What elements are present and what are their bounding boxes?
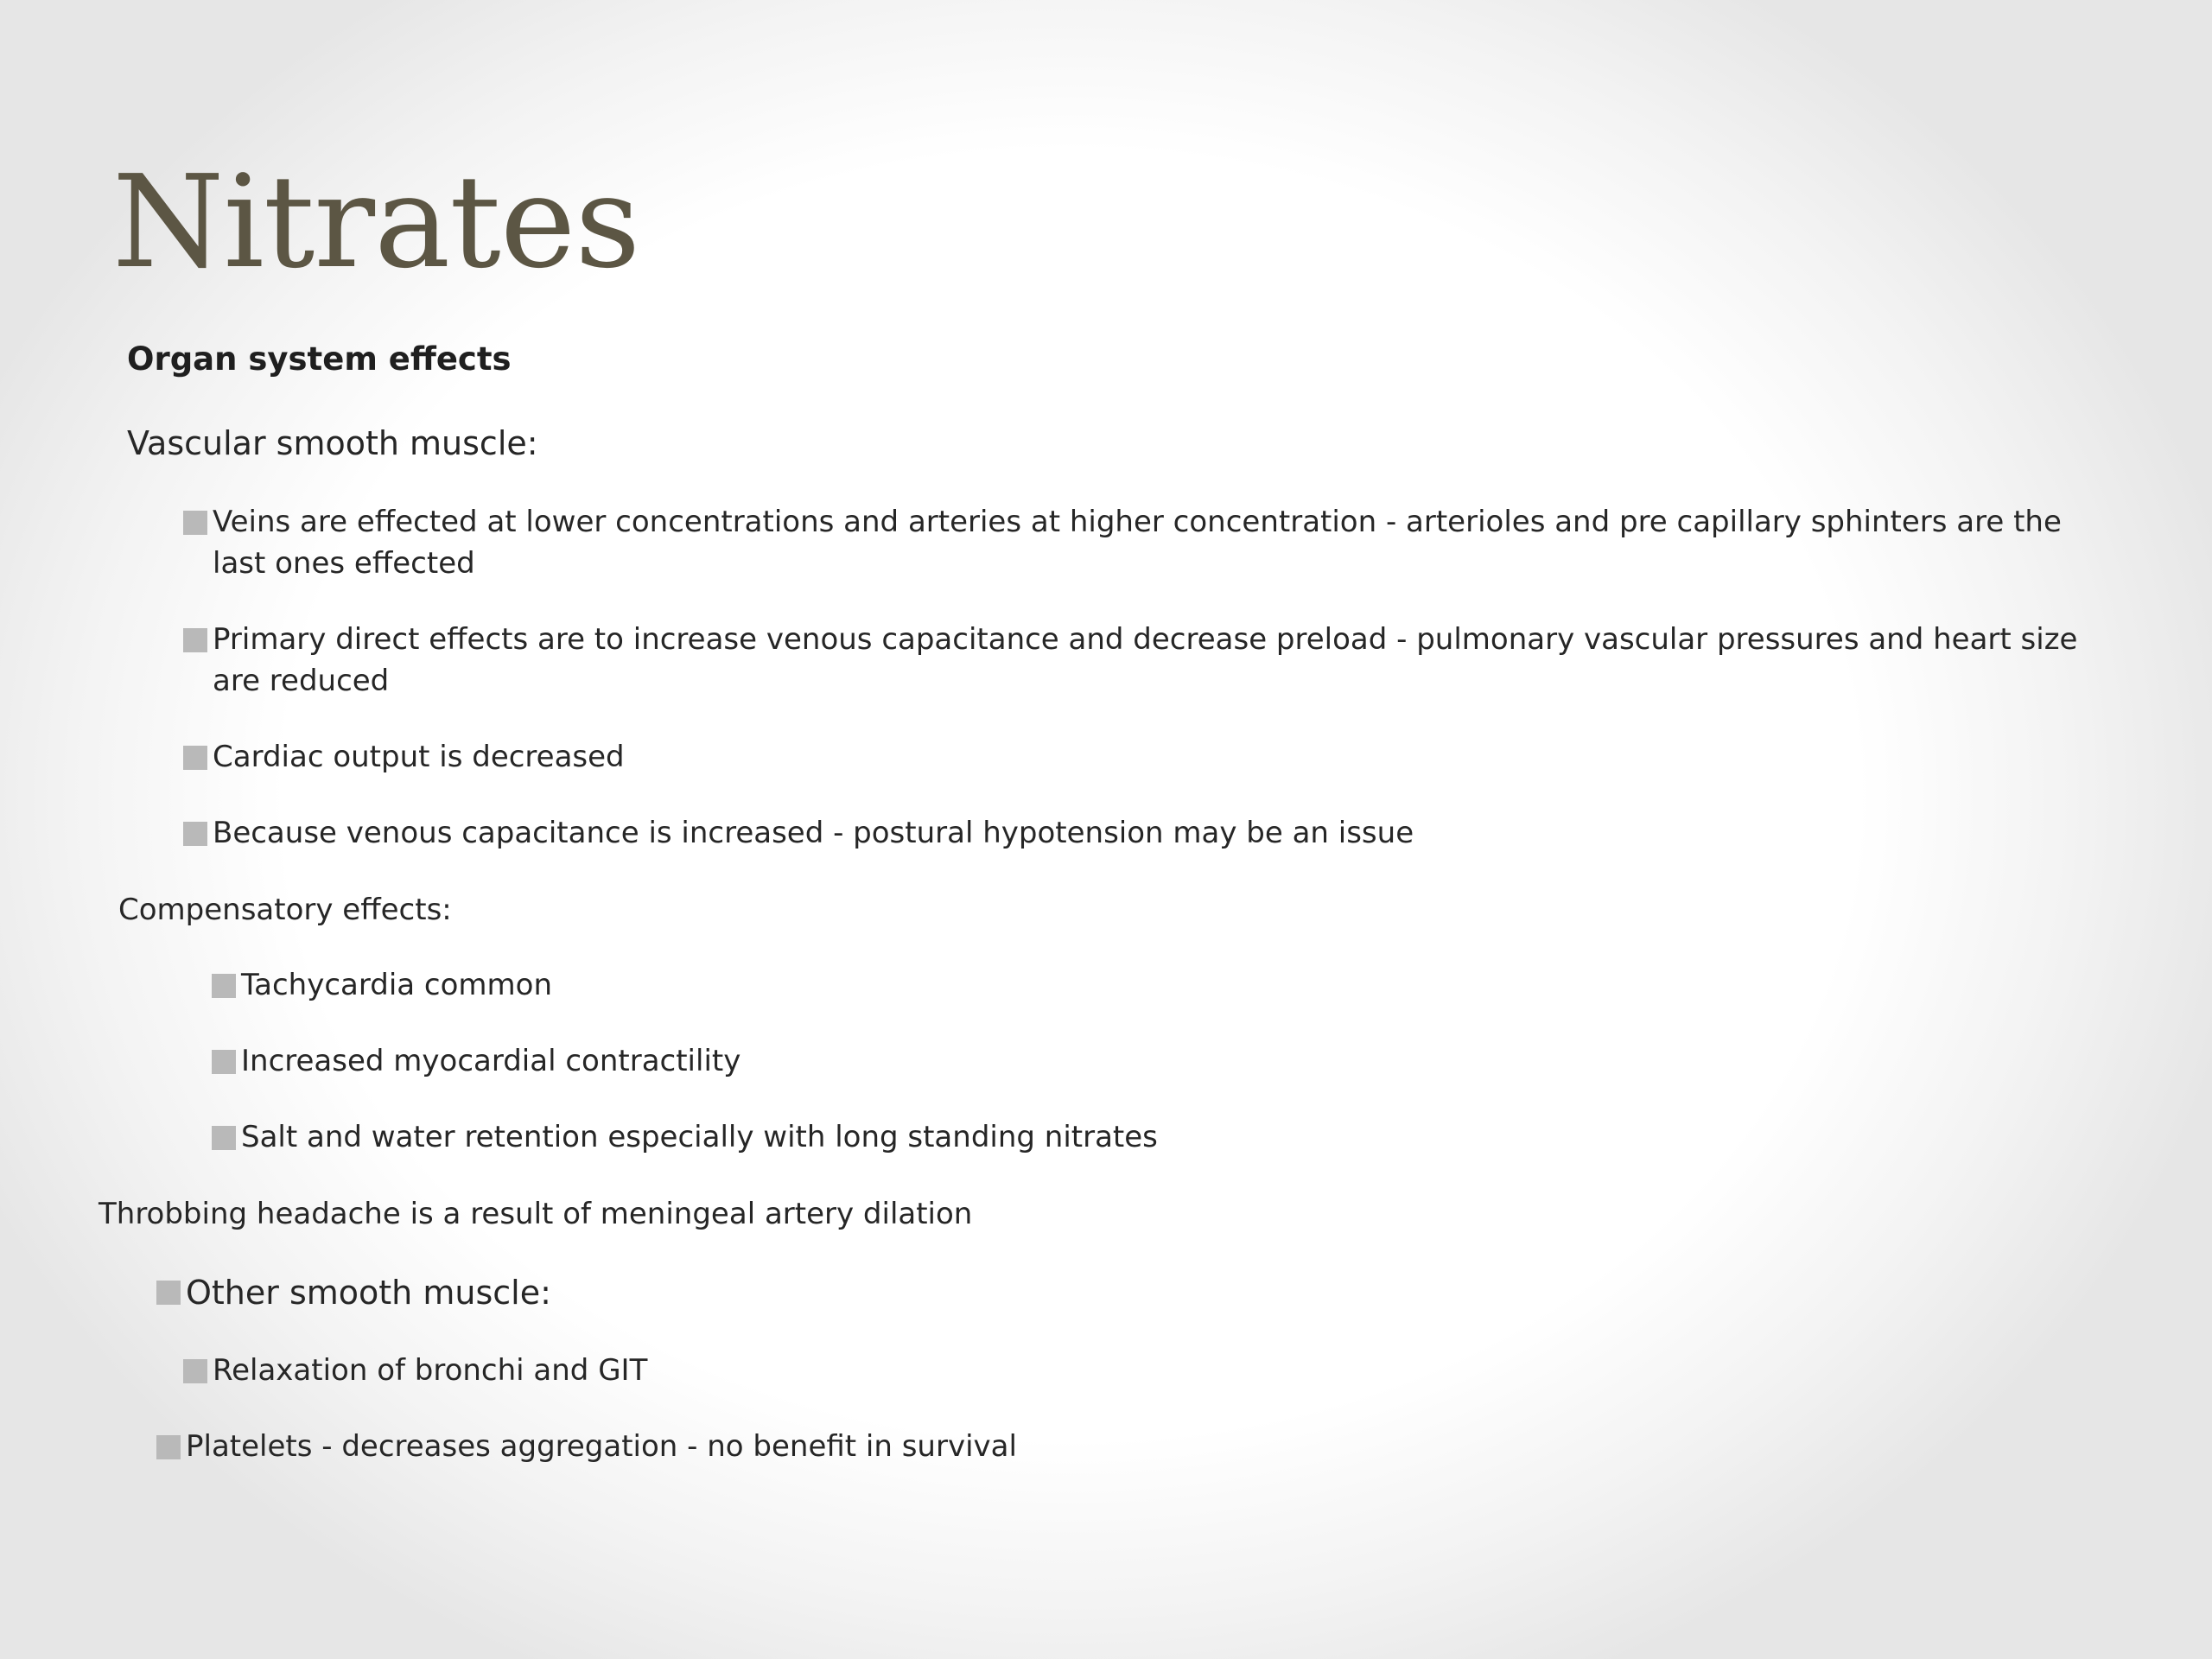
list-item [183,1350,647,1391]
square-bullet-icon [183,1359,207,1383]
square-bullet-icon [212,1126,236,1150]
list-item-text: Veins are effected at lower concentrations and arteries at higher concentration - arterioles and pre capillary sphinters are the last ones effected [213,505,2062,581]
list-item [156,1426,1017,1467]
slide-title: Nitrates [112,148,640,296]
square-bullet-icon [212,974,236,998]
list-item [212,964,552,1006]
list-item-text: Salt and water retention especially with long standing nitrates [241,1120,1158,1154]
square-bullet-icon [156,1435,181,1459]
list-item [156,1270,551,1315]
other-smooth-muscle-label: Other smooth muscle: [186,1274,551,1312]
section-heading: Organ system effects [127,340,512,378]
square-bullet-icon [156,1281,181,1305]
list-item-text: Cardiac output is decreased [213,740,625,774]
platelets-text: Platelets - decreases aggregation - no benefit in survival [186,1429,1017,1464]
vascular-label: Vascular smooth muscle: [127,424,538,462]
list-item-text: Because venous capacitance is increased - postural hypotension may be an issue [213,816,1414,850]
list-item [183,619,2113,702]
square-bullet-icon [183,746,207,770]
list-item-text: Tachycardia common [241,968,553,1002]
list-item [183,501,2113,584]
list-item [183,812,1414,854]
headache-text: Throbbing headache is a result of meningeal artery dilation [99,1197,973,1231]
compensatory-label: Compensatory effects: [118,893,452,927]
list-item-text: Increased myocardial contractility [241,1044,741,1078]
list-item [212,1116,1158,1158]
square-bullet-icon [183,511,207,535]
list-item [212,1040,741,1082]
list-item [183,736,625,778]
square-bullet-icon [212,1050,236,1074]
square-bullet-icon [183,628,207,652]
square-bullet-icon [183,822,207,846]
list-item-text: Relaxation of bronchi and GIT [213,1353,648,1388]
list-item-text: Primary direct effects are to increase venous capacitance and decrease preload - pulmonary vascular pressures and heart size are reduced [213,622,2078,698]
